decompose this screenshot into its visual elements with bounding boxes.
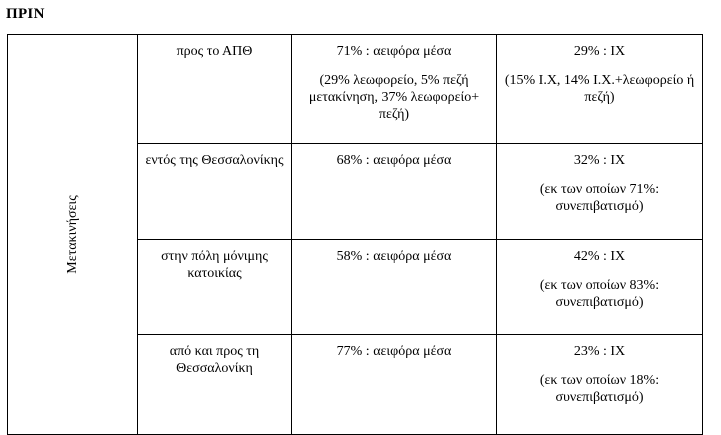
destination-cell: από και προς τη Θεσσαλονίκη <box>138 335 292 435</box>
document-title: ΠΡΙΝ <box>6 6 45 22</box>
sustainable-cell <box>292 144 497 240</box>
car-value: 23% : ΙΧ <box>573 344 626 359</box>
destination-cell: στην πόλη μόνιμης κατοικίας <box>138 240 292 335</box>
destination-cell: εντός της Θεσσαλονίκης <box>138 144 292 240</box>
table-row <box>8 35 703 144</box>
mobility-table <box>7 34 703 435</box>
car-value: 42% : ΙΧ <box>573 249 626 264</box>
car-value: 32% : ΙΧ <box>573 153 626 168</box>
car-value: 29% : ΙΧ <box>573 44 626 59</box>
sustainable-value: 77% : αειφόρα μέσα <box>336 344 452 359</box>
car-detail: (εκ των οποίων 83%: συνεπιβατισμό) <box>539 278 660 310</box>
car-cell <box>497 335 703 435</box>
sustainable-value: 71% : αειφόρα μέσα <box>336 44 452 59</box>
car-detail: (15% Ι.Χ, 14% Ι.Χ.+λεωφορείο ή πεζή) <box>504 73 695 105</box>
row-header-label: Μετακινήσεις <box>65 195 80 274</box>
car-cell <box>497 144 703 240</box>
car-detail: (εκ των οποίων 18%: συνεπιβατισμό) <box>539 373 660 405</box>
car-cell <box>497 240 703 335</box>
sustainable-cell <box>292 240 497 335</box>
sustainable-detail: (29% λεωφορείο, 5% πεζή μετακίνηση, 37% λεωφορείο+ πεζή) <box>308 73 480 122</box>
destination-cell: προς το ΑΠΘ <box>138 35 292 144</box>
sustainable-value: 58% : αειφόρα μέσα <box>336 249 452 264</box>
sustainable-cell <box>292 35 497 144</box>
sustainable-value: 68% : αειφόρα μέσα <box>336 153 452 168</box>
row-header-cell <box>8 35 138 435</box>
sustainable-cell <box>292 335 497 435</box>
car-cell <box>497 35 703 144</box>
car-detail: (εκ των οποίων 71%: συνεπιβατισμό) <box>539 182 660 214</box>
